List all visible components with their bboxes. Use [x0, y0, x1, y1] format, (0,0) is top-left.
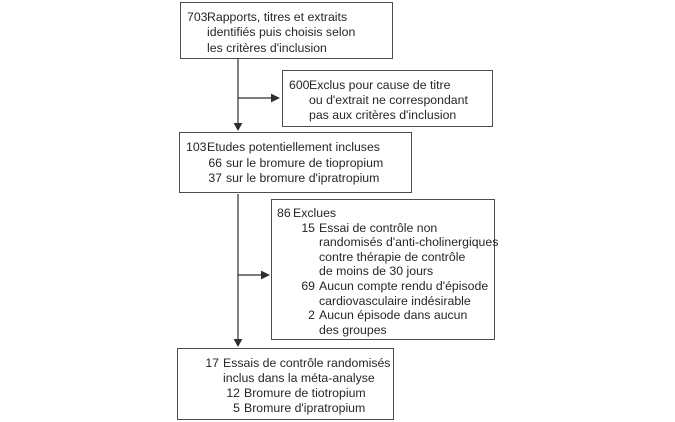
flow-row	[277, 323, 490, 338]
box-potentially-included	[179, 132, 412, 193]
flow-row	[289, 78, 488, 93]
label: Rapports, titres et extraits	[207, 10, 348, 24]
count: 37	[208, 171, 222, 186]
count: 69	[301, 278, 315, 293]
flow-row	[277, 250, 490, 265]
box-excluded-titles	[282, 70, 493, 127]
label: identifiés puis choisis selon	[207, 25, 356, 40]
flow-row	[187, 41, 388, 56]
label: Aucun épisode dans aucun	[319, 308, 468, 323]
count: 17	[205, 356, 219, 370]
flow-row	[184, 401, 389, 416]
flow-row	[186, 156, 407, 172]
flow-row	[187, 10, 388, 25]
flow-row	[184, 386, 389, 401]
label: Etudes potentiellement incluses	[207, 140, 380, 154]
label: sur le bromure de tiopropium	[226, 155, 384, 170]
label: de moins de 30 jours	[319, 264, 434, 279]
flow-row	[187, 25, 388, 40]
flow-row	[277, 235, 499, 250]
label: pas aux critères d'inclusion	[309, 108, 457, 122]
label: randomisés d'anti-cholinergiques	[319, 235, 499, 250]
flow-row	[289, 108, 488, 123]
flow-row	[277, 279, 490, 294]
count: 600	[289, 78, 310, 92]
connector-lines	[238, 59, 272, 340]
count: 12	[226, 386, 240, 400]
flow-row	[277, 308, 490, 323]
flow-row	[289, 93, 488, 108]
label: ou d'extrait ne correspondant	[309, 93, 468, 107]
count: 5	[233, 401, 240, 415]
flow-row	[277, 264, 490, 279]
label: sur le bromure d'ipratropium	[226, 171, 380, 186]
arrowhead-right-icon	[261, 271, 270, 280]
label: Essais de contrôle randomisés	[223, 356, 391, 370]
flow-row	[277, 206, 490, 221]
count: 66	[208, 155, 222, 170]
box-included-final	[177, 348, 394, 420]
flow-row	[184, 371, 389, 386]
box-excluded-studies	[271, 199, 499, 340]
flow-row	[277, 221, 490, 236]
label: Aucun compte rendu d'épisode	[319, 278, 489, 293]
count: 2	[308, 308, 315, 323]
label: Bromure d'ipratropium	[244, 401, 366, 415]
count: 703	[187, 10, 208, 24]
label: contre thérapie de contrôle	[319, 249, 466, 264]
label: Exclus pour cause de titre	[309, 78, 451, 92]
flow-row	[184, 356, 389, 371]
count: 86	[277, 206, 291, 220]
flow-row	[186, 171, 407, 187]
box-identified	[180, 2, 393, 59]
label: Essai de contrôle non	[319, 220, 438, 235]
label: cardiovasculaire indésirable	[319, 293, 471, 308]
arrowhead-down-icon	[234, 339, 243, 347]
label: Bromure de tiotropium	[244, 386, 366, 400]
label: des groupes	[319, 322, 387, 337]
count: 15	[301, 220, 315, 235]
label: Exclues	[293, 206, 337, 220]
label: inclus dans la méta-analyse	[223, 371, 375, 385]
flow-row	[277, 294, 490, 309]
count: 103	[186, 140, 207, 154]
label: les critères d'inclusion	[207, 40, 327, 55]
arrowhead-down-icon	[234, 123, 243, 131]
arrowhead-right-icon	[271, 94, 280, 103]
flow-row	[186, 140, 407, 156]
